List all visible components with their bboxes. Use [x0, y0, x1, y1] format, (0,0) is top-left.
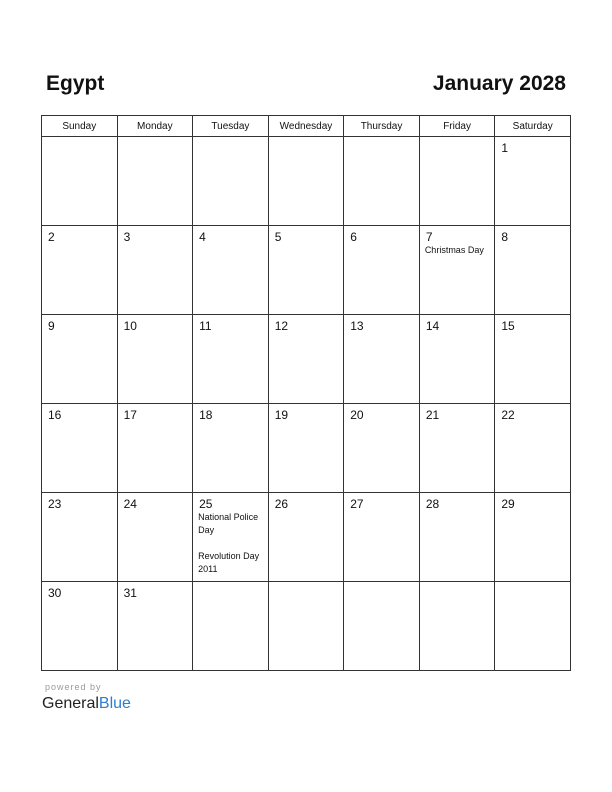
- day-number: 9: [48, 319, 55, 333]
- day-number: 10: [123, 319, 137, 333]
- day-cell: [193, 226, 269, 315]
- day-number: 20: [350, 408, 364, 422]
- day-number: 8: [501, 230, 509, 244]
- day-number: 13: [350, 319, 364, 333]
- day-cell: [495, 493, 571, 582]
- day-cell: [419, 315, 495, 404]
- day-cell: [117, 493, 193, 582]
- day-cell: [268, 315, 344, 404]
- weekday-tuesday: Tuesday: [193, 116, 269, 137]
- day-cell: [42, 226, 118, 315]
- empty-day-cell: [42, 137, 118, 226]
- day-number: 18: [199, 408, 213, 422]
- day-cell: [117, 582, 193, 671]
- day-cell: [42, 493, 118, 582]
- empty-day-cell: [193, 582, 269, 671]
- day-cell: [495, 404, 571, 493]
- empty-day-cell: [268, 582, 344, 671]
- day-number: 24: [123, 497, 137, 511]
- day-number: 25: [199, 497, 213, 511]
- week-row: [42, 493, 571, 582]
- week-row: [42, 582, 571, 671]
- weekday-friday: Friday: [419, 116, 495, 137]
- day-number: 2: [48, 230, 55, 244]
- day-cell: [344, 226, 420, 315]
- empty-day-cell: [193, 137, 269, 226]
- day-number: 1: [501, 141, 509, 155]
- day-number: 4: [199, 230, 206, 244]
- day-cell: [344, 315, 420, 404]
- day-cell: [419, 493, 495, 582]
- day-number: 5: [274, 230, 282, 244]
- empty-day-cell: [419, 582, 495, 671]
- day-cell: [117, 404, 193, 493]
- day-number: 17: [123, 408, 137, 422]
- day-number: 19: [274, 408, 289, 422]
- day-number: 26: [274, 497, 289, 511]
- day-cell: [495, 137, 571, 226]
- day-cell: [268, 404, 344, 493]
- day-cell: [117, 315, 193, 404]
- day-cell: [268, 226, 344, 315]
- week-row: [42, 137, 571, 226]
- powered-by-label: powered by: [45, 682, 102, 692]
- day-cell: [193, 493, 269, 582]
- generalblue-logo[interactable]: [42, 694, 131, 714]
- weekday-sunday: Sunday: [42, 116, 118, 137]
- day-cell: [42, 404, 118, 493]
- day-cell: [193, 404, 269, 493]
- day-number: 14: [425, 319, 440, 333]
- holiday-label: Revolution Day 2011: [198, 551, 260, 574]
- day-number: 16: [48, 408, 62, 422]
- empty-day-cell: [268, 137, 344, 226]
- week-row: [42, 404, 571, 493]
- empty-day-cell: [344, 137, 420, 226]
- empty-day-cell: [117, 137, 193, 226]
- day-number: 15: [501, 319, 515, 333]
- country-title: Egypt: [46, 72, 105, 95]
- month-title: January 2028: [432, 72, 566, 95]
- logo-blue-text: Blue: [98, 695, 131, 712]
- day-number: 23: [48, 497, 62, 511]
- day-cell: [419, 226, 495, 315]
- day-number: 22: [501, 408, 515, 422]
- week-row: [42, 315, 571, 404]
- calendar-grid: [41, 115, 571, 671]
- day-number: 7: [425, 230, 433, 244]
- day-number: 11: [199, 319, 212, 333]
- day-number: 21: [425, 408, 440, 422]
- day-cell: [193, 315, 269, 404]
- week-row: [42, 226, 571, 315]
- day-cell: [495, 226, 571, 315]
- day-cell: [117, 226, 193, 315]
- empty-day-cell: [419, 137, 495, 226]
- day-number: 12: [274, 319, 289, 333]
- weekday-wednesday: Wednesday: [268, 116, 344, 137]
- day-cell: [419, 404, 495, 493]
- day-cell: [495, 315, 571, 404]
- empty-day-cell: [344, 582, 420, 671]
- day-cell: [344, 404, 420, 493]
- day-number: 31: [123, 586, 137, 600]
- day-number: 3: [123, 230, 131, 244]
- weekday-monday: Monday: [117, 116, 193, 137]
- day-number: 29: [501, 497, 515, 511]
- weekday-saturday: Saturday: [495, 116, 571, 137]
- holiday-label: Christmas Day: [424, 245, 484, 255]
- day-cell: [268, 493, 344, 582]
- logo-general-text: General: [42, 695, 99, 712]
- day-cell: [42, 582, 118, 671]
- weekday-header-row: [42, 116, 571, 137]
- day-number: 30: [48, 586, 62, 600]
- day-number: 6: [350, 230, 357, 244]
- empty-day-cell: [495, 582, 571, 671]
- day-number: 27: [350, 497, 364, 511]
- weekday-thursday: Thursday: [344, 116, 420, 137]
- day-cell: [42, 315, 118, 404]
- day-number: 28: [425, 497, 440, 511]
- holiday-label: National Police Day: [198, 512, 259, 535]
- day-cell: [344, 493, 420, 582]
